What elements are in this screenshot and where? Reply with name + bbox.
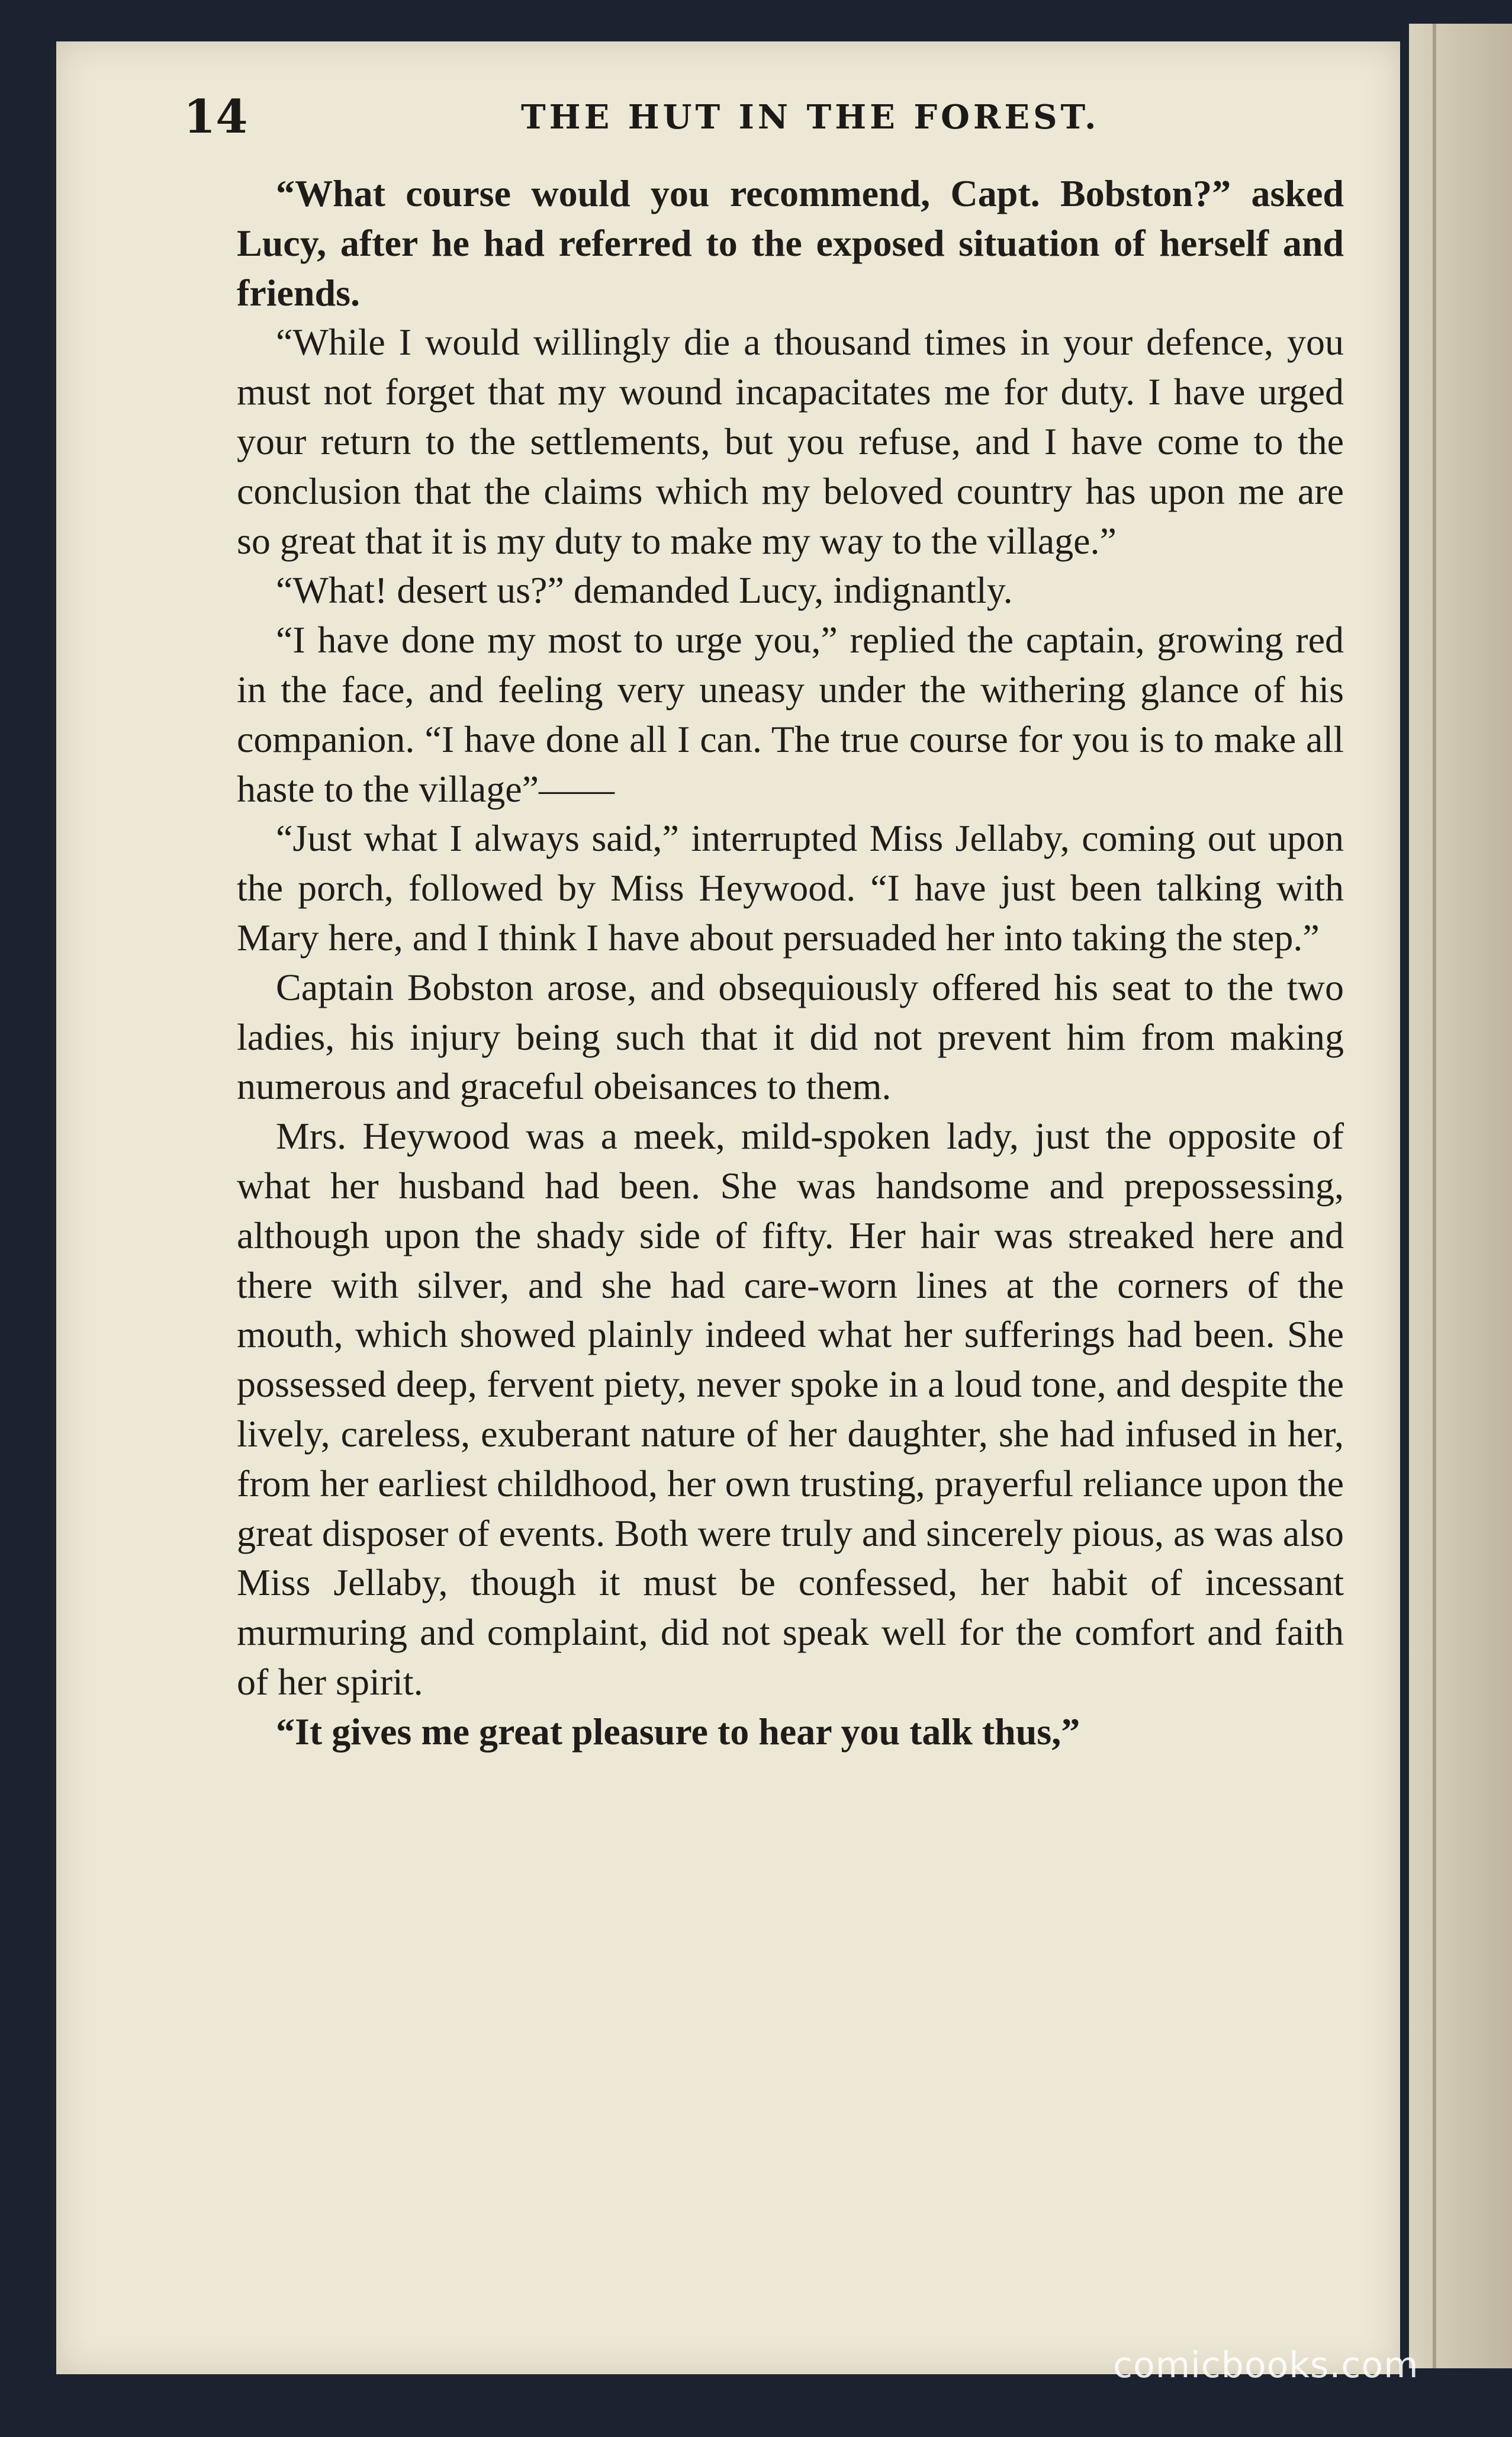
watermark: comicbooks.com [1113,2345,1419,2386]
paragraph: “What! desert us?” demanded Lucy, indignantly. [276,569,1013,612]
book-gutter [1433,24,1436,2368]
paragraph: “Just what I always said,” interrupted Miss Jellaby, coming out upon the porch, followed by Miss Heywood. “I have just been talking with Mary here, and I think I have about persuaded her into taking the step.” [237,817,1344,959]
page-number: 14 [184,90,248,144]
paragraph: Captain Bobston arose, and obsequiously offered his seat to the two ladies, his injury being such that it did not prevent him from making numerous and graceful obeisances to them. [237,966,1344,1108]
facing-page-edge [1409,24,1512,2368]
page-header [184,82,1338,153]
paragraph: Mrs. Heywood was a meek, mild-spoken lady, just the opposite of what her husband had been. She was handsome and prepossessing, although upon the shady side of fifty. Her hair was streaked here and there with silver, and she had care-worn lines at the corners of the mouth, which showed plainly indeed what her sufferings had been. She possessed deep, fervent piety, never spoke in a loud tone, and despite the lively, careless, exuberant nature of her daughter, she had infused in her, from her earliest childhood, her own trusting, prayerful reliance upon the great disposer of events. Both were truly and sincerely pious, as was also Miss Jellaby, though it must be confessed, her habit of incessant murmuring and complaint, did not speak well for the comfort and faith of her spirit. [237,1115,1344,1703]
paragraph: “While I would willingly die a thousand times in your defence, you must not forget that my wound incapacitates me for duty. I have urged your return to the settlements, but you refuse, and I have come to the conclusion that the claims which my beloved country has upon me are so great that it is my duty to make my way to the village.” [237,321,1344,562]
paragraph: “It gives me great pleasure to hear you talk thus,” [276,1710,1080,1753]
body-text [237,169,1344,1757]
paragraph: “I have done my most to urge you,” replied the captain, growing red in the face, and feeling very uneasy under the withering glance of his companion. “I have done all I can. The true course for you is to make all haste to the village”—— [237,619,1344,810]
paragraph: “What course would you recommend, Capt. Bobston?” asked Lucy, after he had referred to the exposed situation of herself and friends. [237,172,1344,314]
running-title: THE HUT IN THE FOREST. [521,98,1100,137]
